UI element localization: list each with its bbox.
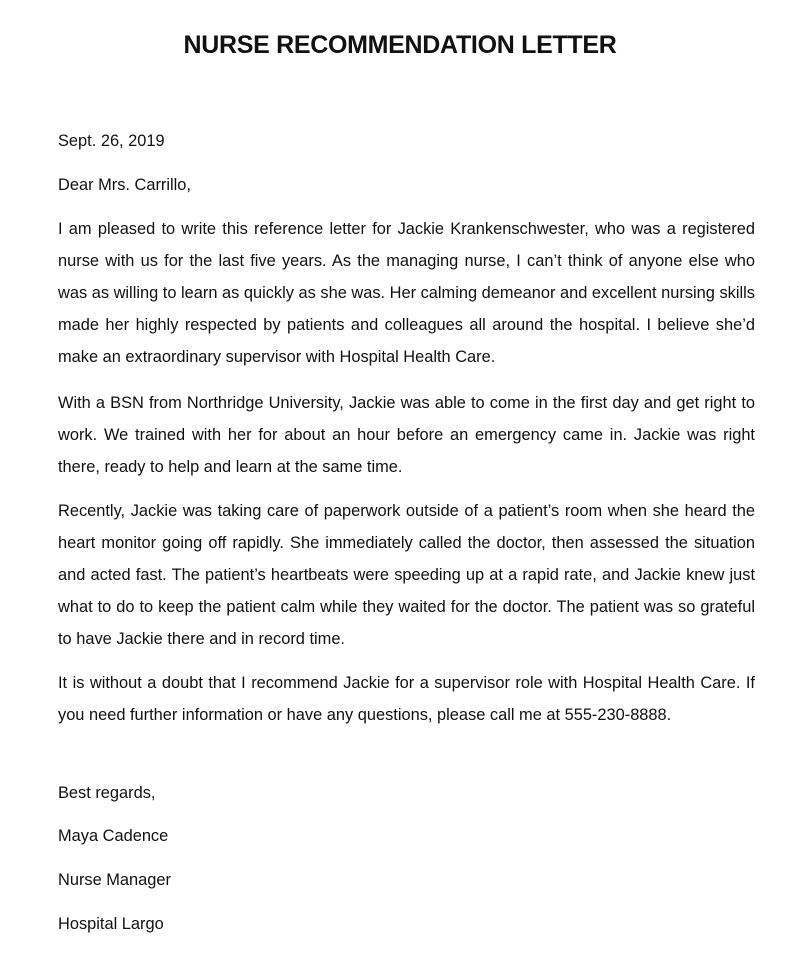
letter-date: Sept. 26, 2019 xyxy=(58,132,165,150)
letter-paragraph-incident: Recently, Jackie was taking care of paperwork outside of a patient’s room when she heard the heart monitor going off rapidly. She immediately called the doctor, then assessed the situation and acted fast. The patient’s heartbeats were speeding up at a rapid rate, and Jackie knew just what to do to keep the patient calm while they waited for the doctor. The patient was so grateful to have Jackie there and in record time. xyxy=(58,502,755,648)
letter-salutation: Dear Mrs. Carrillo, xyxy=(58,176,191,194)
letter-closing: Best regards, xyxy=(58,784,156,802)
letter-paragraph-intro: I am pleased to write this reference letter for Jackie Krankenschwester, who was a registered nurse with us for the last five years. As the managing nurse, I can’t think of anyone else who was as willing to learn as quickly as she was. Her calming demeanor and excellent nursing skills made her highly respected by patients and colleagues all around the hospital. I believe she’d make an extraordinary supervisor with Hospital Health Care. xyxy=(58,220,755,366)
letter-title: NURSE RECOMMENDATION LETTER xyxy=(183,31,617,59)
letter-paragraph-recommendation: It is without a doubt that I recommend Jackie for a supervisor role with Hospital Health Care. If you need further information or have any questions, please call me at 555-230-8888. xyxy=(58,674,755,724)
signature-title: Nurse Manager xyxy=(58,871,171,889)
signature-name: Maya Cadence xyxy=(58,827,169,845)
signature-organization: Hospital Largo xyxy=(58,915,164,933)
letter-paragraph-education: With a BSN from Northridge University, Jackie was able to come in the first day and get right to work. We trained with her for about an hour before an emergency came in. Jackie was right there, ready to help and learn at the same time. xyxy=(58,394,755,476)
